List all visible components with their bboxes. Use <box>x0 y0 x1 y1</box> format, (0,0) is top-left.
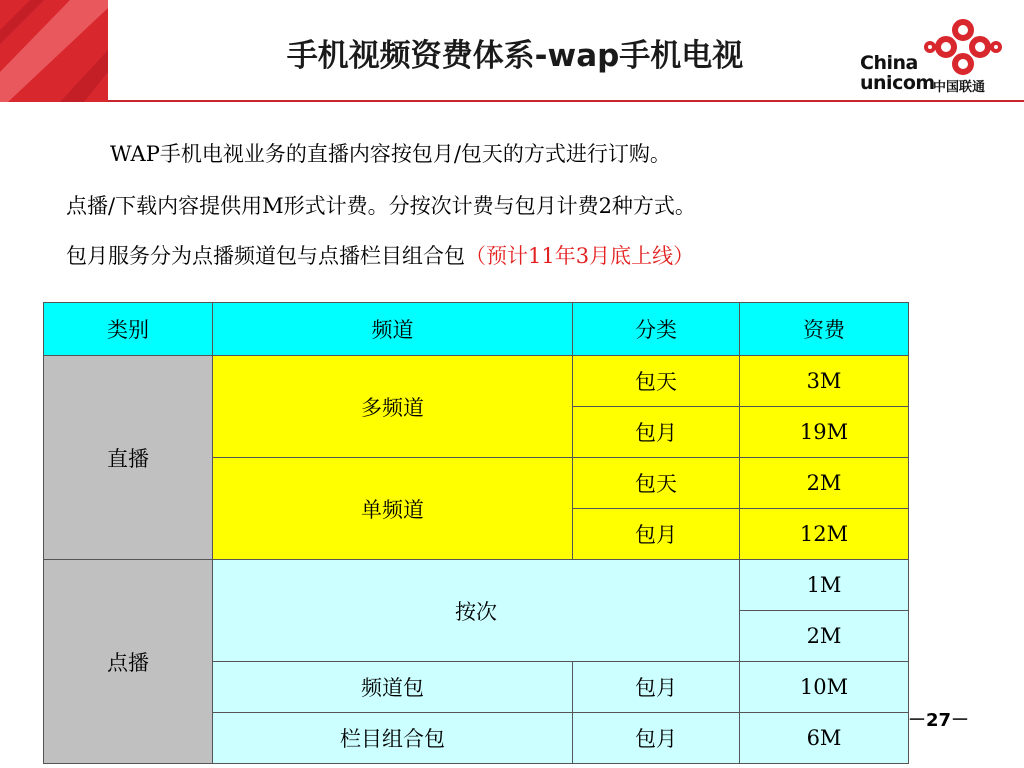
table-row <box>44 356 909 407</box>
table-header-row <box>44 303 909 356</box>
intro-line-2: 点播/下载内容提供用M形式计费。分按次计费与包月计费2种方式。 <box>66 194 696 218</box>
fee-cell: 1M <box>740 560 909 611</box>
launch-note: （预计11年3月底上线） <box>465 244 695 268</box>
per-view-cell: 按次 <box>213 560 740 662</box>
fee-cell: 2M <box>740 611 909 662</box>
page-title: 手机视频资费体系-wap手机电视 <box>286 38 744 74</box>
china-unicom-logo <box>856 18 1006 98</box>
fee-cell: 12M <box>740 509 909 560</box>
header-channel: 频道 <box>213 303 573 356</box>
corner-decoration <box>0 0 108 102</box>
column-pack: 栏目组合包 <box>213 713 573 764</box>
fee-cell: 6M <box>740 713 909 764</box>
fee-cell: 2M <box>740 458 909 509</box>
header-fee: 资费 <box>740 303 909 356</box>
channel-single: 单频道 <box>213 458 573 560</box>
fee-cell: 10M <box>740 662 909 713</box>
page-number: －27－ <box>908 710 970 731</box>
logo-text-unicom: unicom <box>860 72 935 94</box>
logo-text-cn: 中国联通 <box>933 80 986 95</box>
type-cell: 包月 <box>573 713 740 764</box>
header-type: 分类 <box>573 303 740 356</box>
channel-pack: 频道包 <box>213 662 573 713</box>
table-row <box>44 560 909 611</box>
fee-cell: 19M <box>740 407 909 458</box>
channel-multi: 多频道 <box>213 356 573 458</box>
fee-cell: 3M <box>740 356 909 407</box>
type-cell: 包天 <box>573 458 740 509</box>
unicom-knot-icon <box>924 18 1002 78</box>
intro-line-3 <box>66 240 694 270</box>
type-cell: 包月 <box>573 509 740 560</box>
intro-line-3-main: 包月服务分为点播频道包与点播栏目组合包 <box>66 244 465 268</box>
fee-table <box>43 302 909 764</box>
logo-text-china: China <box>860 52 918 74</box>
header-category: 类别 <box>44 303 213 356</box>
type-cell: 包月 <box>573 662 740 713</box>
type-cell: 包月 <box>573 407 740 458</box>
category-vod: 点播 <box>44 560 213 764</box>
intro-line-1: WAP手机电视业务的直播内容按包月/包天的方式进行订购。 <box>110 142 671 166</box>
type-cell: 包天 <box>573 356 740 407</box>
category-live: 直播 <box>44 356 213 560</box>
header-divider <box>108 100 1024 102</box>
